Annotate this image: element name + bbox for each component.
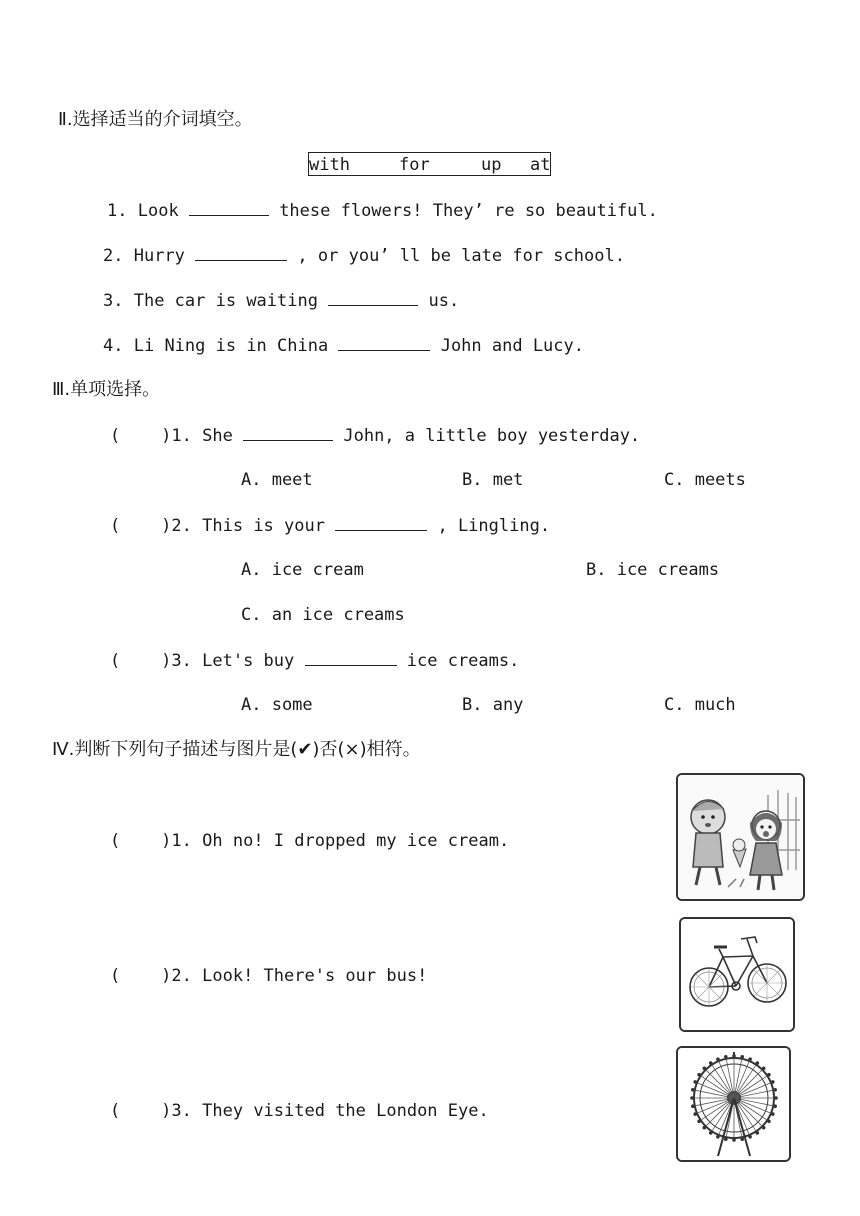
answer-blank[interactable] xyxy=(243,424,333,441)
bicycle-picture xyxy=(679,917,795,1032)
choice-question-3: ( )3. Let's buy ice creams. xyxy=(110,651,520,671)
option-b[interactable]: B. any xyxy=(462,695,524,715)
option-a[interactable]: A. meet xyxy=(241,470,313,490)
answer-paren[interactable]: ( )3. xyxy=(110,651,192,671)
word-bank-item: for xyxy=(399,155,430,175)
judge-question-1: ( )1. Oh no! I dropped my ice cream. xyxy=(110,831,510,851)
choice-question-2: ( )2. This is your , Lingling. xyxy=(110,516,551,536)
word-bank-box xyxy=(308,152,551,176)
fill-question-4: 4. Li Ning is in China John and Lucy. xyxy=(103,336,584,356)
answer-paren[interactable]: ( )3. xyxy=(110,1101,192,1121)
question-number: 1. xyxy=(107,201,128,221)
word-bank-item: at xyxy=(530,155,551,175)
fill-question-2: 2. Hurry , or you’ ll be late for school. xyxy=(103,246,625,266)
option-a[interactable]: A. ice cream xyxy=(241,560,364,580)
answer-paren[interactable]: ( )2. xyxy=(110,966,192,986)
answer-paren[interactable]: ( )2. xyxy=(110,516,192,536)
answer-blank[interactable] xyxy=(328,289,418,306)
option-c[interactable]: C. an ice creams xyxy=(241,605,405,625)
option-c[interactable]: C. meets xyxy=(664,470,746,490)
answer-paren[interactable]: ( )1. xyxy=(110,831,192,851)
word-bank-item: up xyxy=(481,155,502,175)
answer-blank[interactable] xyxy=(305,649,397,666)
answer-blank[interactable] xyxy=(338,334,430,351)
judge-question-2: ( )2. Look! There's our bus! xyxy=(110,966,428,986)
answer-paren[interactable]: ( )1. xyxy=(110,426,192,446)
option-b[interactable]: B. met xyxy=(462,470,524,490)
question-number: 2. xyxy=(103,246,124,266)
option-a[interactable]: A. some xyxy=(241,695,313,715)
question-number: 3. xyxy=(103,291,124,311)
london-eye-picture xyxy=(676,1046,791,1162)
judge-question-3: ( )3. They visited the London Eye. xyxy=(110,1101,489,1121)
fill-question-1: 1. Look these flowers! They’ re so beautiful. xyxy=(107,201,658,221)
section-2-title: Ⅱ.选择适当的介词填空。 xyxy=(58,109,253,130)
option-c[interactable]: C. much xyxy=(664,695,736,715)
fill-question-3: 3. The car is waiting us. xyxy=(103,291,460,311)
section-3-title: Ⅲ.单项选择。 xyxy=(52,379,161,400)
children-dropping-ice-cream-picture xyxy=(676,773,805,901)
answer-blank[interactable] xyxy=(195,244,287,261)
answer-blank[interactable] xyxy=(335,514,427,531)
answer-blank[interactable] xyxy=(189,199,269,216)
choice-question-1: ( )1. She John, a little boy yesterday. xyxy=(110,426,641,446)
option-b[interactable]: B. ice creams xyxy=(586,560,720,580)
section-4-title: Ⅳ.判断下列句子描述与图片是(✔)否(×)相符。 xyxy=(52,739,421,760)
word-bank-item: with xyxy=(309,155,350,175)
question-number: 4. xyxy=(103,336,124,356)
